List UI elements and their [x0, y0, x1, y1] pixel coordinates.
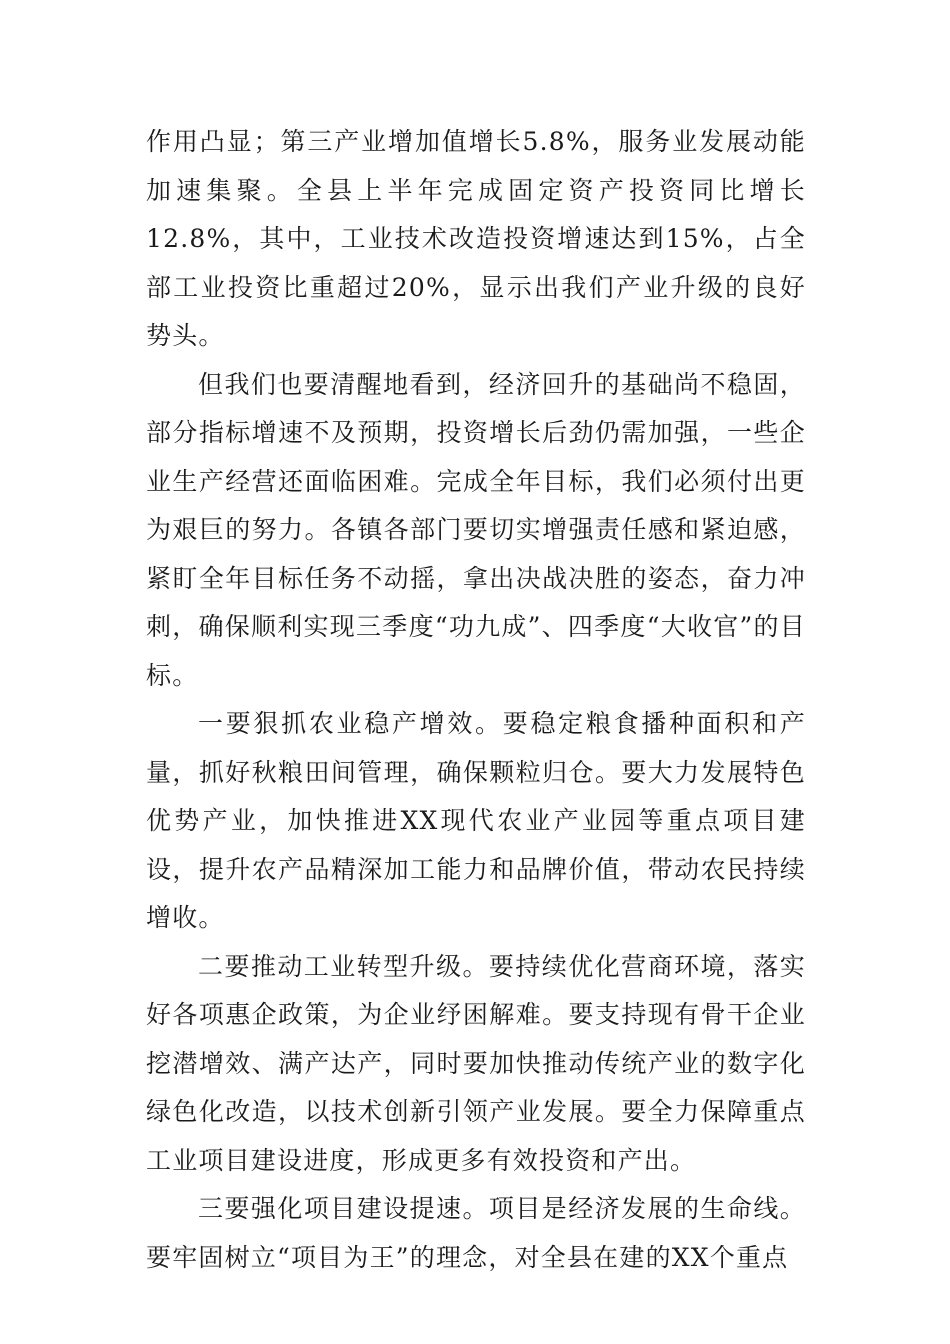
paragraph-5: 三要强化项目建设提速。项目是经济发展的生命线。要牢固树立“项目为王”的理念，对全县在建的XX个重点 — [146, 1194, 806, 1272]
document-body — [146, 118, 806, 1282]
paragraph-1: 作用凸显；第三产业增加值增长5.8%，服务业发展动能加速集聚。全县上半年完成固定资产投资同比增长12.8%，其中，工业技术改造投资增速达到15%，占全部工业投资比重超过20%，显示出我们产业升级的良好势头。 — [146, 127, 806, 350]
paragraph-3: 一要狠抓农业稳产增效。要稳定粮食播种面积和产量，抓好秋粮田间管理，确保颗粒归仓。要大力发展特色优势产业，加快推进XX现代农业产业园等重点项目建设，提升农产品精深加工能力和品牌价值，带动农民持续增收。 — [146, 709, 806, 932]
paragraph-2: 但我们也要清醒地看到，经济回升的基础尚不稳固，部分指标增速不及预期，投资增长后劲仍需加强，一些企业生产经营还面临困难。完成全年目标，我们必须付出更为艰巨的努力。各镇各部门要切实增强责任感和紧迫感，紧盯全年目标任务不动摇，拿出决战决胜的姿态，奋力冲刺，确保顺利实现三季度“功九成”、四季度“大收官”的目标。 — [146, 369, 806, 690]
paragraph-4: 二要推动工业转型升级。要持续优化营商环境，落实好各项惠企政策，为企业纾困解难。要支持现有骨干企业挖潜增效、满产达产，同时要加快推动传统产业的数字化绿色化改造，以技术创新引领产业发展。要全力保障重点工业项目建设进度，形成更多有效投资和产出。 — [146, 951, 806, 1175]
